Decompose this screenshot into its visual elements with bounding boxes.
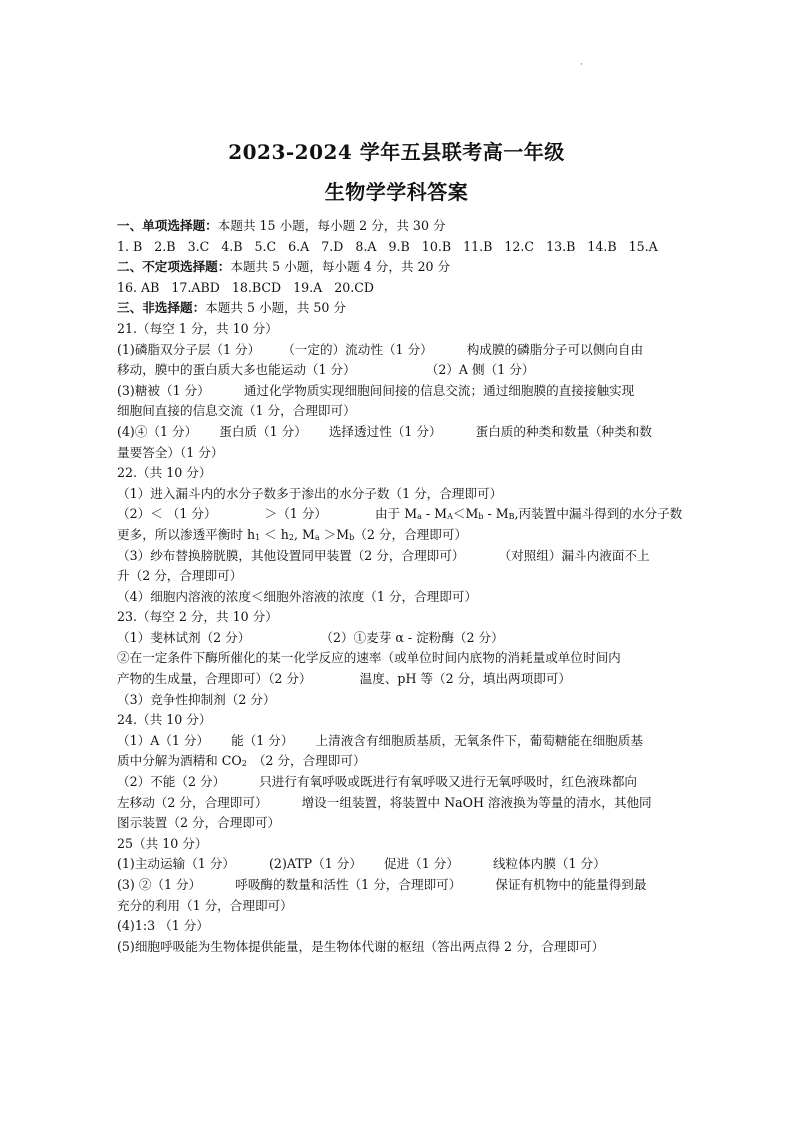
q25-line5: (5)细胞呼吸能为生物体提供能量，是生物体代谢的枢纽（答出两点得 2 分，合理即可） xyxy=(117,938,605,954)
q22-sub-b2: b xyxy=(349,532,355,542)
q23-head: 23.（每空 2 分，共 10 分） xyxy=(117,609,278,625)
section3-heading-line xyxy=(117,298,687,319)
q22-line3 xyxy=(117,525,687,546)
q21-1a: (1)磷脂双分子层（1 分） xyxy=(117,341,261,357)
q24-1c: 上清液含有细胞质基质，无氧条件下，葡萄糖能在细胞质基 xyxy=(315,732,643,748)
q25-2c: 保证有机物中的能量得到最 xyxy=(495,877,647,892)
q22-3-pre: 更多，所以渗透平衡时 h xyxy=(117,526,256,542)
q24-4b: 增设一组装置，将装置中 NaOH 溶液换为等量的清水，其他同 xyxy=(301,794,652,810)
section1-heading-line xyxy=(117,216,687,237)
q24-sub-2: 2 xyxy=(241,759,247,769)
q21-2a: 移动，膜中的蛋白质大多也能运动（1 分） xyxy=(117,362,356,378)
q25-1a: (1)主动运输（1 分） xyxy=(117,856,236,872)
q22-3-gt: ＞M xyxy=(319,526,350,542)
q22-line1: （1）进入漏斗内的水分子数多于渗出的水分子数（1 分，合理即可） xyxy=(117,485,503,501)
q22-2c-m1: - M xyxy=(421,506,448,522)
q22-2c-post: ,丙装置中漏斗得到的水分子数 xyxy=(514,506,683,522)
q22-3-post: （2 分，合理即可） xyxy=(354,526,468,542)
section1-heading: 一、单项选择题： xyxy=(117,218,218,233)
q25-head: 25（共 10 分） xyxy=(117,835,208,851)
q24-line3 xyxy=(117,772,687,793)
q24-3b: 只进行有氧呼吸或既进行有氧呼吸又进行无氧呼吸时，红色液珠都向 xyxy=(259,774,637,790)
q22-2a: （2）＜ （1 分） xyxy=(117,506,217,522)
q22-head: 22.（共 10 分） xyxy=(117,465,212,481)
q22-line4 xyxy=(117,546,687,567)
q24-1b: 能（1 分） xyxy=(231,732,294,748)
q25-line2 xyxy=(117,875,687,896)
q25-line4: (4)1:3 （1 分） xyxy=(117,918,209,934)
q21-line4: 细胞间直接的信息交流（1 分，合理即可） xyxy=(117,403,356,419)
q25-1c: 促进（1 分） xyxy=(383,856,459,872)
q21-line6: 量要答全）（1 分） xyxy=(117,444,224,460)
section2-heading-line xyxy=(117,257,687,278)
section2-answers: 16. AB 17.ABD 18.BCD 19.A 20.CD xyxy=(117,279,375,295)
q22-2c-m2: - M xyxy=(483,506,509,522)
section2-heading: 二、不定项选择题： xyxy=(117,259,231,275)
q22-sub-2: 2 xyxy=(288,532,294,542)
q25-line1 xyxy=(117,854,687,875)
q24-2-post: （2 分，合理即可） xyxy=(252,753,366,769)
q25-line3: 充分的利用（1 分，合理即可） xyxy=(117,897,293,913)
q23-line1 xyxy=(117,628,687,649)
q21-line5 xyxy=(117,422,687,443)
q25-1d: 线粒体内膜（1 分） xyxy=(492,856,606,872)
q22-sub-B: B xyxy=(508,512,515,522)
q24-line2 xyxy=(117,751,687,772)
q21-1b: （一定的）流动性（1 分） xyxy=(282,341,433,357)
q22-line5: 升（2 分，合理即可） xyxy=(117,568,243,584)
q24-head: 24.（共 10 分） xyxy=(117,712,212,728)
q22-line6: （4）细胞内溶液的浓度＜细胞外溶液的浓度（1 分，合理即可） xyxy=(117,588,478,604)
q22-sub-a2: a xyxy=(314,532,320,542)
q21-line2 xyxy=(117,360,687,381)
q24-line1 xyxy=(117,731,687,752)
q23-line3 xyxy=(117,669,687,690)
q25-2a: (3) ②（1 分） xyxy=(117,877,202,892)
q22-3-m: , M xyxy=(293,526,315,542)
section3-heading: 三、非选择题： xyxy=(117,300,206,316)
section1-desc: 本题共 15 小题，每小题 2 分，共 30 分 xyxy=(217,218,446,233)
q21-5a: (4)④（1 分） xyxy=(117,423,198,439)
page-subtitle: 生物学学科答案 xyxy=(324,180,469,204)
q23-3b: 温度、pH 等（2 分，填出两项即可） xyxy=(359,671,572,687)
q24-3a: （2）不能（2 分） xyxy=(117,774,226,790)
q22-sub-A: A xyxy=(447,512,453,522)
q21-head: 21.（每空 1 分，共 10 分） xyxy=(117,320,278,336)
q24-1a: （1）A（1 分） xyxy=(117,732,210,748)
q24-line5: 图示装置（2 分，合理即可） xyxy=(117,815,281,831)
q22-2c-pre: 由于 M xyxy=(375,506,418,522)
q22-line2 xyxy=(117,504,687,525)
q22-sub-a: a xyxy=(417,512,422,522)
q21-5d: 蛋白质的种类和数量（种类和数 xyxy=(475,423,652,439)
q23-line4: （3）竞争性抑制剂（2 分） xyxy=(117,691,276,707)
q22-sub-1: 1 xyxy=(255,532,261,542)
q23-1a: （1）斐林试剂（2 分） xyxy=(117,629,251,645)
q22-2c-lt: ＜M xyxy=(452,506,479,522)
q21-3b: 通过化学物质实现细胞间间接的信息交流；通过细胞膜的直接接触实现 xyxy=(243,382,635,398)
q24-2-pre: 质中分解为酒精和 CO xyxy=(117,753,242,769)
q21-1c: 构成膜的磷脂分子可以侧向自由 xyxy=(466,341,644,357)
q23-line2: ②在一定条件下酶所催化的某一化学反应的速率（或单位时间内底物的消耗量或单位时间内 xyxy=(117,650,621,666)
q22-sub-b: b xyxy=(478,512,484,522)
q21-line3 xyxy=(117,381,687,402)
section3-desc: 本题共 5 小题，共 50 分 xyxy=(205,300,346,316)
q21-5b: 蛋白质（1 分） xyxy=(219,423,307,439)
q21-3a: (3)糖被（1 分） xyxy=(117,382,210,398)
q24-line4 xyxy=(117,793,687,814)
section1-answers: 1. B 2.B 3.C 4.B 5.C 6.A 7.D 8.A 9.B 10.B 11.B 12.C 13.B 14.B 15.A xyxy=(117,238,658,254)
q23-3a: 产物的生成量，合理即可）（2 分） xyxy=(117,671,312,687)
q23-1b: （2）①麦芽 α - 淀粉酶（2 分） xyxy=(320,629,504,645)
corner-mark: · xyxy=(580,60,583,70)
q21-2b: （2）A 侧（1 分） xyxy=(425,362,535,378)
q24-4a: 左移动（2 分，合理即可） xyxy=(117,794,268,810)
q22-4a: （3）纱布替换膀胱膜，其他设置同甲装置（2 分，合理即可） xyxy=(117,547,465,563)
section2-desc: 本题共 5 小题，每小题 4 分，共 20 分 xyxy=(230,259,451,275)
page-title: 2023-2024 学年五县联考高一年级 xyxy=(228,140,565,164)
q22-3-lt: ＜ h xyxy=(260,526,289,542)
q22-2b: ＞（1 分） xyxy=(264,506,328,522)
answer-body xyxy=(117,216,687,957)
q21-5c: 选择透过性（1 分） xyxy=(328,423,442,439)
q21-line1 xyxy=(117,340,687,361)
q22-4b: （对照组）漏斗内液面不上 xyxy=(498,547,650,563)
q25-1b: (2)ATP（1 分） xyxy=(269,856,362,872)
q25-2b: 呼吸酶的数量和活性（1 分，合理即可） xyxy=(235,877,462,892)
